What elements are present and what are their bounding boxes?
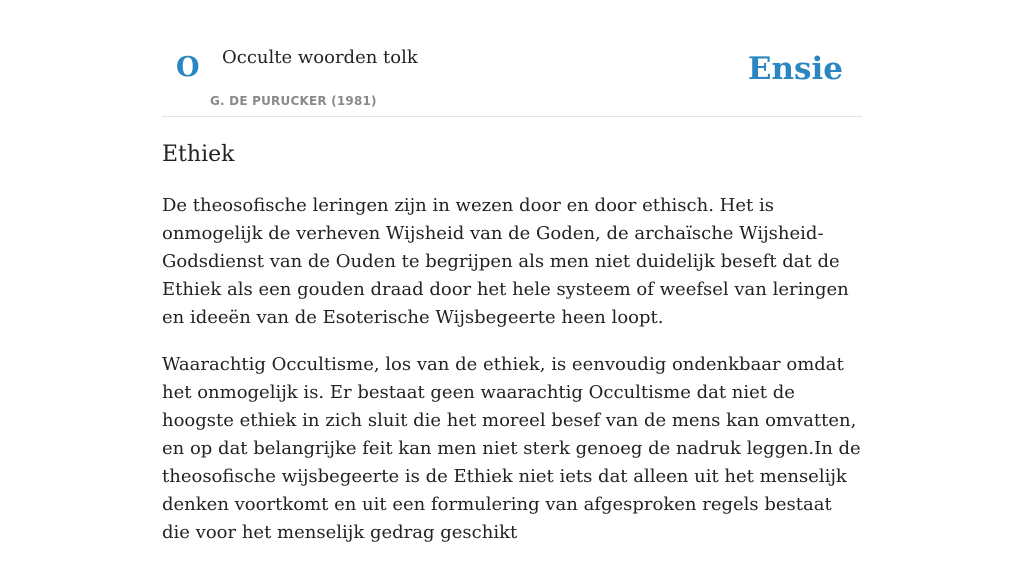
ensie-logo-link[interactable]: Ensie (747, 51, 843, 87)
article-body (162, 192, 862, 566)
index-letter[interactable]: O (176, 52, 200, 83)
article-title: Ethiek (162, 142, 235, 167)
book-title-link[interactable]: Occulte woorden tolk (222, 47, 418, 68)
author-label: G. DE PURUCKER (1981) (210, 94, 377, 108)
article-paragraph: De theosofische leringen zijn in wezen door en door ethisch. Het is onmogelijk de verheven Wijsheid van de Goden, de archaïsche Wijsheid-Godsdienst van de Ouden te begrijpen als men niet duidelijk beseft dat de Ethiek als een gouden draad door het hele systeem of weefsel van leringen en ideeën van de Esoterische Wijsbegeerte heen loopt. (162, 195, 849, 328)
article-paragraph: Waarachtig Occultisme, los van de ethiek, is eenvoudig ondenkbaar omdat het onmogelijk is. Er bestaat geen waarachtig Occultisme dat niet de hoogste ethiek in zich sluit die het moreel besef van de mens kan omvatten, en op dat belangrijke feit kan men niet sterk genoeg de nadruk leggen.In de theosofische wijsbegeerte is de Ethiek niet iets dat alleen uit het menselijk denken voortkomt en uit een formulering van afgesproken regels bestaat die voor het menselijk gedrag geschikt (162, 354, 861, 543)
page-header (162, 0, 862, 117)
